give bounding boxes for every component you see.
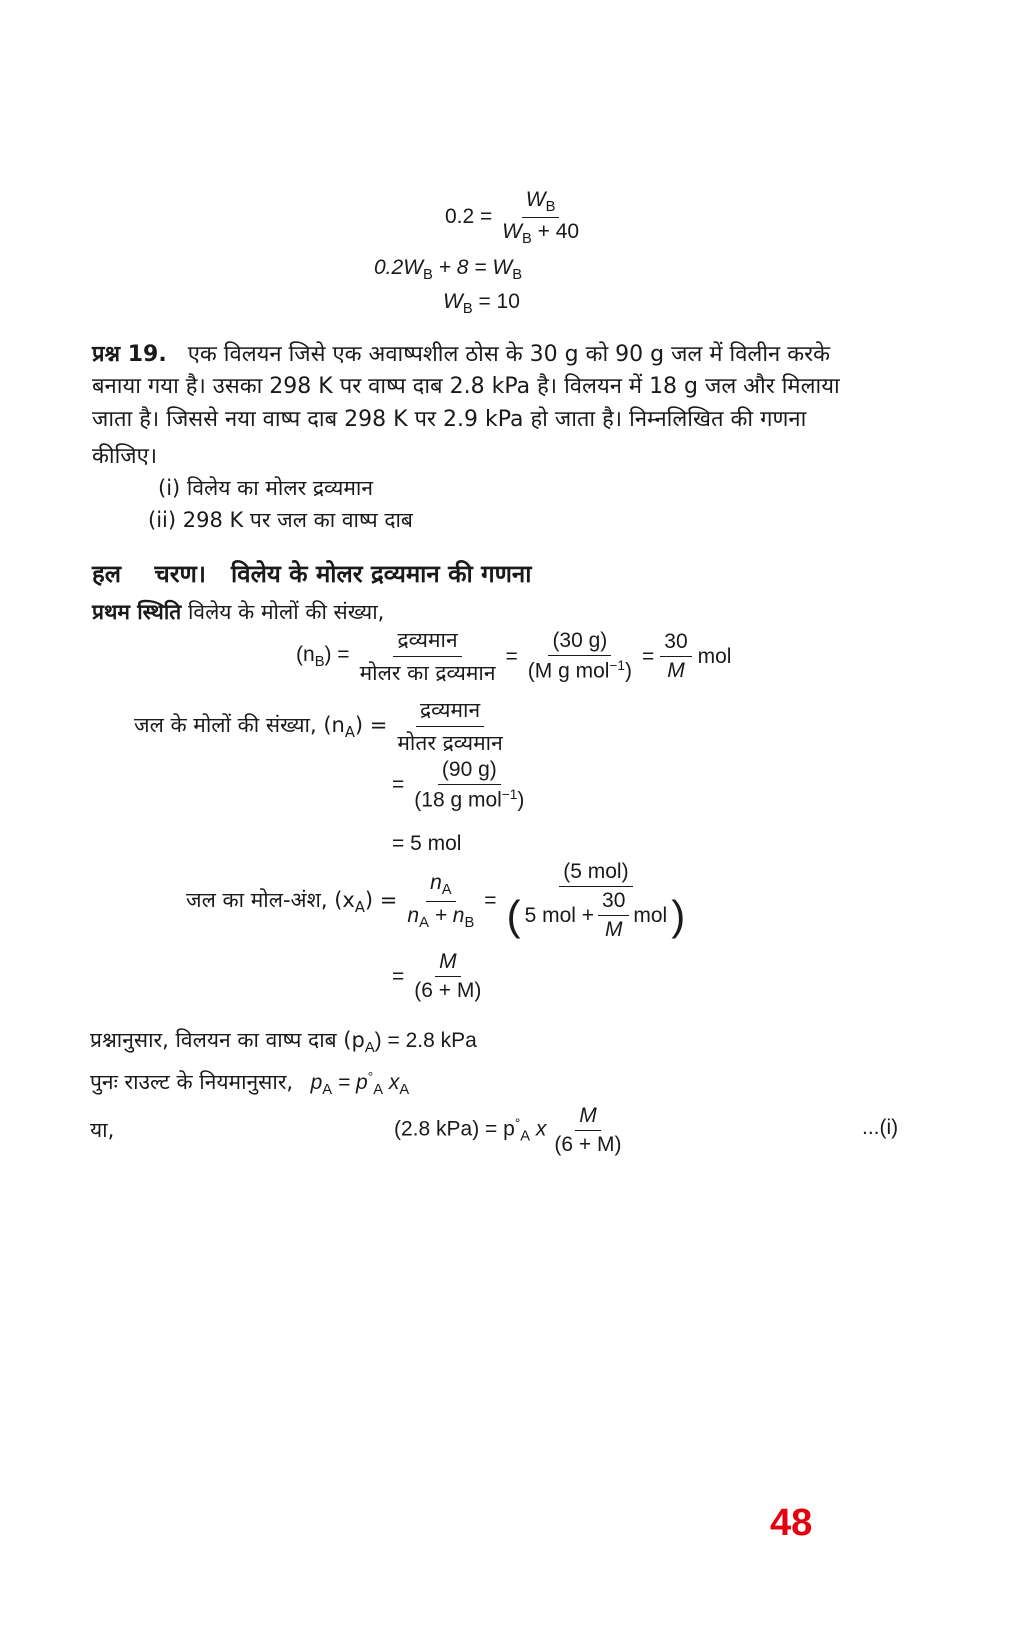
t: ) = bbox=[354, 713, 388, 738]
eq-top-3 bbox=[443, 290, 520, 317]
t: M bbox=[579, 1104, 597, 1127]
sub: A bbox=[373, 1082, 383, 1099]
t: x bbox=[382, 1071, 400, 1094]
denominator bbox=[601, 916, 627, 942]
solution-heading bbox=[92, 557, 531, 590]
question-label: प्रश्न 19. bbox=[92, 342, 167, 367]
sub: B bbox=[545, 199, 556, 216]
equals: = bbox=[642, 644, 655, 668]
t: जल का मोल-अंश, (x bbox=[186, 887, 355, 912]
xa-label bbox=[186, 886, 397, 916]
t: M bbox=[667, 659, 685, 682]
xa-equation bbox=[186, 860, 689, 942]
na-result: = 5 mol bbox=[392, 832, 462, 855]
paren-close: ) bbox=[671, 891, 686, 939]
na-label bbox=[134, 711, 387, 741]
numerator bbox=[426, 871, 455, 901]
numerator: द्रव्यमान bbox=[416, 696, 484, 727]
sup: −1 bbox=[501, 787, 518, 802]
t: ) = bbox=[324, 642, 350, 666]
t: = p bbox=[332, 1071, 368, 1094]
t: (18 g mol bbox=[414, 788, 502, 812]
nb-lhs bbox=[296, 643, 350, 670]
sub: A bbox=[364, 1040, 375, 1057]
sub: B bbox=[521, 231, 532, 248]
numerator: 30 bbox=[598, 889, 629, 916]
question-item-1: (i) विलेय का मोलर द्रव्यमान bbox=[158, 476, 374, 500]
t: + n bbox=[428, 903, 465, 927]
fraction bbox=[498, 188, 583, 247]
fraction bbox=[410, 758, 528, 813]
denominator: (6 + M) bbox=[414, 979, 482, 1002]
fraction bbox=[356, 626, 500, 687]
numerator: (90 g) bbox=[438, 758, 501, 785]
eq1-lhs: 0.2 = bbox=[445, 205, 493, 229]
question-line-3: जाता है। जिससे नया वाष्प दाब 298 K पर 2.9 kPa हो जाता है। निम्नलिखित की गणना bbox=[92, 407, 807, 432]
equals: = bbox=[505, 644, 518, 668]
sub: B bbox=[512, 267, 522, 284]
t: (n bbox=[296, 642, 315, 666]
t: ) = 2.8 kPa bbox=[374, 1029, 477, 1052]
equals: = bbox=[392, 964, 405, 988]
sub: B bbox=[423, 267, 433, 284]
t: 5 mol + bbox=[524, 903, 595, 927]
sub: A bbox=[399, 1082, 410, 1099]
denominator: मोलर का द्रव्यमान bbox=[359, 661, 496, 685]
fraction bbox=[403, 871, 478, 930]
solution-hal: हल bbox=[92, 560, 122, 588]
var-w: W bbox=[525, 188, 546, 211]
sub: B bbox=[314, 654, 325, 671]
eq-top-1 bbox=[445, 188, 583, 247]
t: (2.8 kPa) = p bbox=[394, 1117, 515, 1141]
page-number: 48 bbox=[770, 1502, 813, 1544]
fraction bbox=[410, 950, 485, 1003]
denominator: मोतर द्रव्यमान bbox=[397, 731, 503, 755]
numerator bbox=[575, 1104, 601, 1131]
denominator bbox=[663, 657, 689, 683]
t: n bbox=[407, 903, 420, 927]
equation-tag: ...(i) bbox=[862, 1116, 899, 1139]
sub: A bbox=[419, 914, 429, 931]
prashna-line bbox=[90, 1026, 477, 1056]
t: प्रश्नानुसार, विलयन का वाष्प दाब (p bbox=[90, 1028, 365, 1052]
nb-equation bbox=[296, 626, 731, 687]
question-text-1: एक विलयन जिसे एक अवाष्पशील ठोस के 30 g को 90 g जल में विलीन करके bbox=[187, 342, 831, 367]
xa-equation-2 bbox=[392, 950, 485, 1003]
equals: = bbox=[392, 773, 405, 797]
solution-step: चरण। bbox=[154, 560, 206, 588]
sup: ° bbox=[514, 1116, 521, 1132]
t: n bbox=[430, 871, 442, 895]
na-equation-2 bbox=[392, 758, 528, 813]
first-case-text: विलेय के मोलों की संख्या, bbox=[187, 600, 385, 624]
t: x bbox=[530, 1117, 547, 1141]
sub: B bbox=[462, 301, 473, 318]
t: (M g mol bbox=[527, 659, 610, 683]
t: mol bbox=[633, 903, 668, 927]
paren-open: ( bbox=[506, 891, 521, 939]
t: p bbox=[310, 1071, 323, 1094]
eq3-b: = 10 bbox=[472, 290, 520, 313]
sub: A bbox=[441, 882, 452, 899]
numerator bbox=[522, 188, 560, 218]
t: ) bbox=[625, 659, 632, 683]
t: ) = bbox=[364, 887, 398, 912]
denominator: (6 + M) bbox=[554, 1133, 622, 1156]
raoult-line bbox=[90, 1068, 409, 1098]
question-line-2: बनाया गया है। उसका 298 K पर वाष्प दाब 2.8 kPa है। विलयन में 18 g जल और मिलाया bbox=[92, 374, 840, 399]
unit: mol bbox=[697, 644, 732, 668]
na-equation bbox=[134, 696, 507, 757]
sub: B bbox=[464, 914, 475, 931]
t: ) bbox=[517, 788, 525, 812]
fraction bbox=[660, 630, 691, 683]
question-item-2: (ii) 298 K पर जल का वाष्प दाब bbox=[148, 508, 413, 532]
fraction bbox=[598, 889, 629, 942]
var-w: W bbox=[502, 220, 522, 244]
question-line-1 bbox=[92, 338, 830, 368]
first-case-line bbox=[92, 598, 384, 626]
numerator: (5 mol) bbox=[559, 860, 632, 887]
numerator: (30 g) bbox=[548, 629, 611, 656]
eq-top-2 bbox=[374, 256, 522, 283]
numerator bbox=[435, 950, 461, 977]
fraction bbox=[524, 629, 636, 684]
eq3-a: W bbox=[443, 290, 463, 313]
denominator bbox=[403, 902, 478, 931]
numerator: द्रव्यमान bbox=[393, 626, 461, 657]
eq2-b: + 8 = W bbox=[432, 256, 513, 279]
final-lhs bbox=[394, 1116, 546, 1145]
t: जल के मोलों की संख्या, (n bbox=[134, 713, 345, 738]
denominator bbox=[524, 656, 636, 684]
denominator bbox=[503, 887, 690, 942]
t: M bbox=[439, 950, 457, 973]
sup: −1 bbox=[609, 658, 625, 674]
sup: ° bbox=[367, 1069, 374, 1085]
sub: A bbox=[344, 724, 355, 742]
tail: + 40 bbox=[531, 220, 580, 244]
equals: = bbox=[484, 889, 497, 912]
final-equation bbox=[394, 1104, 626, 1157]
question-line-4: कीजिए। bbox=[92, 444, 158, 469]
raoult-text: पुनः राउल्ट के नियमानुसार, bbox=[90, 1070, 294, 1094]
sub: A bbox=[354, 899, 365, 917]
numerator: 30 bbox=[660, 630, 691, 657]
solution-title: विलेय के मोलर द्रव्यमान की गणना bbox=[231, 560, 532, 588]
t: M bbox=[604, 918, 623, 941]
denominator bbox=[498, 218, 583, 247]
sub: A bbox=[322, 1082, 333, 1099]
eq2-a: 0.2W bbox=[374, 256, 424, 279]
first-case-label: प्रथम स्थिति bbox=[92, 600, 182, 624]
denominator bbox=[410, 785, 528, 813]
ya-label: या, bbox=[90, 1118, 115, 1142]
fraction bbox=[503, 860, 690, 942]
fraction bbox=[550, 1104, 625, 1157]
sub: A bbox=[520, 1128, 531, 1145]
fraction bbox=[393, 696, 506, 757]
